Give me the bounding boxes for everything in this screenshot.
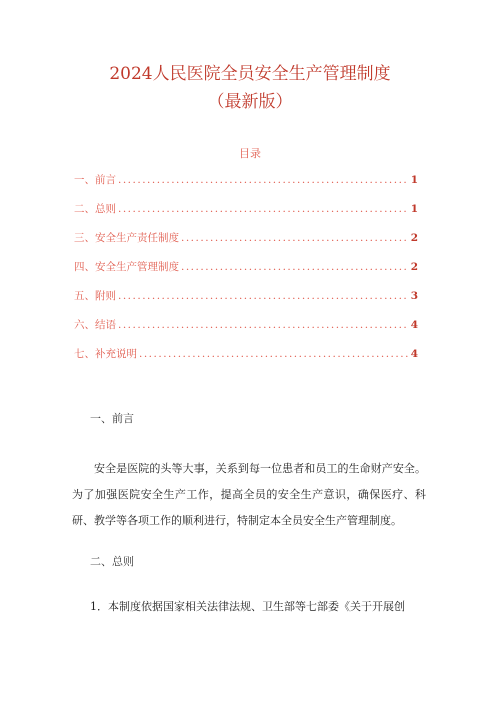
toc-item-label: 四、安全生产管理制度	[74, 261, 179, 273]
toc-item-page: 2	[410, 261, 418, 273]
toc-leader-dots	[118, 172, 409, 188]
toc-leader-dots	[118, 317, 409, 333]
toc-leader-dots	[118, 288, 409, 304]
toc-leader-dots	[181, 259, 409, 275]
toc-item-page: 4	[410, 319, 418, 331]
toc-item-page: 2	[410, 232, 418, 244]
preface-paragraph: 安全是医院的头等大事，关系到每一位患者和员工的生命财产安全。为了加强医院安全生产工作，提高全员的安全生产意识，确保医疗、科研、教学等各项工作的顺利进行，特制定本全员安全生产管理制度。	[72, 462, 426, 527]
toc-heading: 目录	[239, 147, 261, 160]
toc-leader-dots	[181, 230, 409, 246]
toc-item-general-provisions[interactable]	[74, 201, 418, 230]
toc-item-label: 一、前言	[74, 174, 116, 186]
table-of-contents	[74, 172, 418, 375]
general-provisions-paragraph: 1．本制度依据国家相关法律法规、卫生部等七部委《关于开展创	[90, 600, 405, 613]
toc-leader-dots	[139, 346, 409, 362]
section-heading-preface: 一、前言	[90, 412, 134, 425]
toc-item-page: 4	[410, 348, 418, 360]
toc-item-label: 三、安全生产责任制度	[74, 232, 179, 244]
toc-item-label: 五、附则	[74, 290, 116, 302]
toc-item-page: 3	[410, 290, 418, 302]
document-title: 2024人民医院全员安全生产管理制度	[109, 64, 391, 84]
toc-item-label: 七、补充说明	[74, 348, 137, 360]
toc-item-supplementary-provisions[interactable]	[74, 288, 418, 317]
toc-item-page: 1	[410, 203, 418, 215]
toc-item-responsibility-system[interactable]	[74, 230, 418, 259]
section-heading-general-provisions: 二、总则	[90, 555, 134, 568]
toc-item-management-system[interactable]	[74, 259, 418, 288]
toc-item-label: 六、结语	[74, 319, 116, 331]
toc-leader-dots	[118, 201, 409, 217]
document-subtitle: （最新版）	[207, 92, 293, 112]
toc-item-conclusion[interactable]	[74, 317, 418, 346]
toc-item-page: 1	[410, 174, 418, 186]
toc-item-additional-notes[interactable]	[74, 346, 418, 375]
toc-item-label: 二、总则	[74, 203, 116, 215]
toc-item-preface[interactable]	[74, 172, 418, 201]
